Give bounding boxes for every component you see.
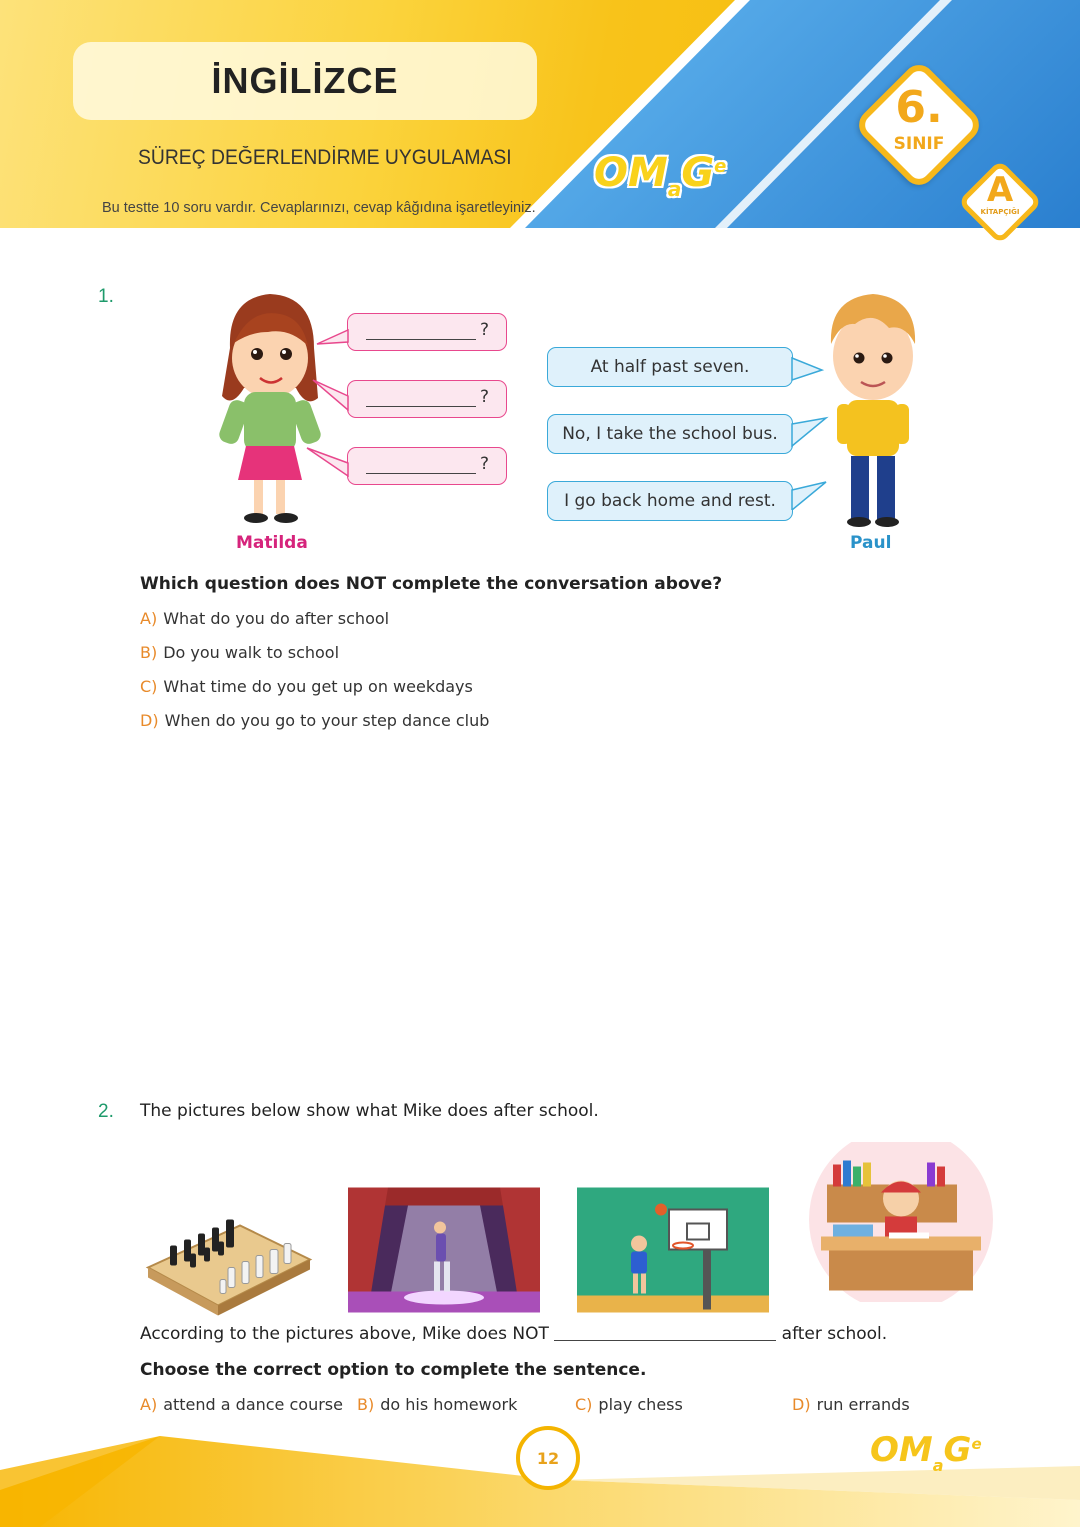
- page-number: 12: [516, 1426, 580, 1490]
- answer-option[interactable]: B) do his homework: [357, 1395, 518, 1414]
- fill-sentence: According to the pictures above, Mike does NOT after school.: [140, 1324, 888, 1344]
- question-number: 1.: [98, 286, 114, 307]
- answer-option[interactable]: C) play chess: [575, 1395, 683, 1414]
- assessment-subtitle: SÜREÇ DEĞERLENDİRME UYGULAMASI: [138, 146, 512, 169]
- subject-title: İNGİLİZCE: [211, 60, 399, 101]
- question-number: 2.: [98, 1101, 114, 1122]
- omage-logo: $OM_aG^e$: [870, 1430, 982, 1475]
- answer-option[interactable]: B) Do you walk to school: [140, 643, 340, 662]
- answer-option[interactable]: D) When do you go to your step dance club: [140, 711, 490, 730]
- speech-bubble-answer: At half past seven.: [547, 347, 793, 387]
- boy-illustration: [815, 290, 930, 530]
- answer-option[interactable]: D) run errands: [792, 1395, 910, 1414]
- booklet-letter: A: [986, 170, 1014, 210]
- stage-dance-picture: [348, 1170, 540, 1330]
- speech-bubble-blank: ?: [347, 313, 507, 351]
- test-info: Bu testte 10 soru vardır. Cevaplarınızı, cevap kâğıdına işaretleyiniz.: [102, 200, 536, 216]
- character-name-girl: Matilda: [236, 533, 308, 553]
- character-name-boy: Paul: [850, 533, 892, 553]
- booklet-label: KİTAPÇIĞI: [980, 208, 1020, 216]
- answer-blank: [554, 1340, 776, 1341]
- answer-option[interactable]: A) What do you do after school: [140, 609, 390, 628]
- omage-logo: $OM_aG^e$: [594, 150, 727, 201]
- question-stem: Which question does NOT complete the conversation above?: [140, 574, 723, 594]
- speech-bubble-blank: ?: [347, 380, 507, 418]
- grade-number: 6.: [895, 82, 943, 133]
- answer-blank: [366, 406, 476, 407]
- answer-option[interactable]: A) attend a dance course: [140, 1395, 343, 1414]
- bubble-tails-pink: [305, 320, 351, 480]
- speech-bubble-answer: I go back home and rest.: [547, 481, 793, 521]
- grade-label: SINIF: [893, 134, 945, 154]
- homework-picture: [805, 1142, 997, 1302]
- answer-blank: [366, 339, 476, 340]
- chess-board-picture: [140, 1180, 315, 1340]
- answer-option[interactable]: C) What time do you get up on weekdays: [140, 677, 473, 696]
- question-instruction: Choose the correct option to complete the sentence.: [140, 1360, 647, 1380]
- answer-blank: [366, 473, 476, 474]
- speech-bubble-blank: ?: [347, 447, 507, 485]
- speech-bubble-answer: No, I take the school bus.: [547, 414, 793, 454]
- subject-title-box: [73, 42, 537, 120]
- basketball-picture: [577, 1170, 769, 1330]
- question-intro: The pictures below show what Mike does after school.: [140, 1101, 599, 1121]
